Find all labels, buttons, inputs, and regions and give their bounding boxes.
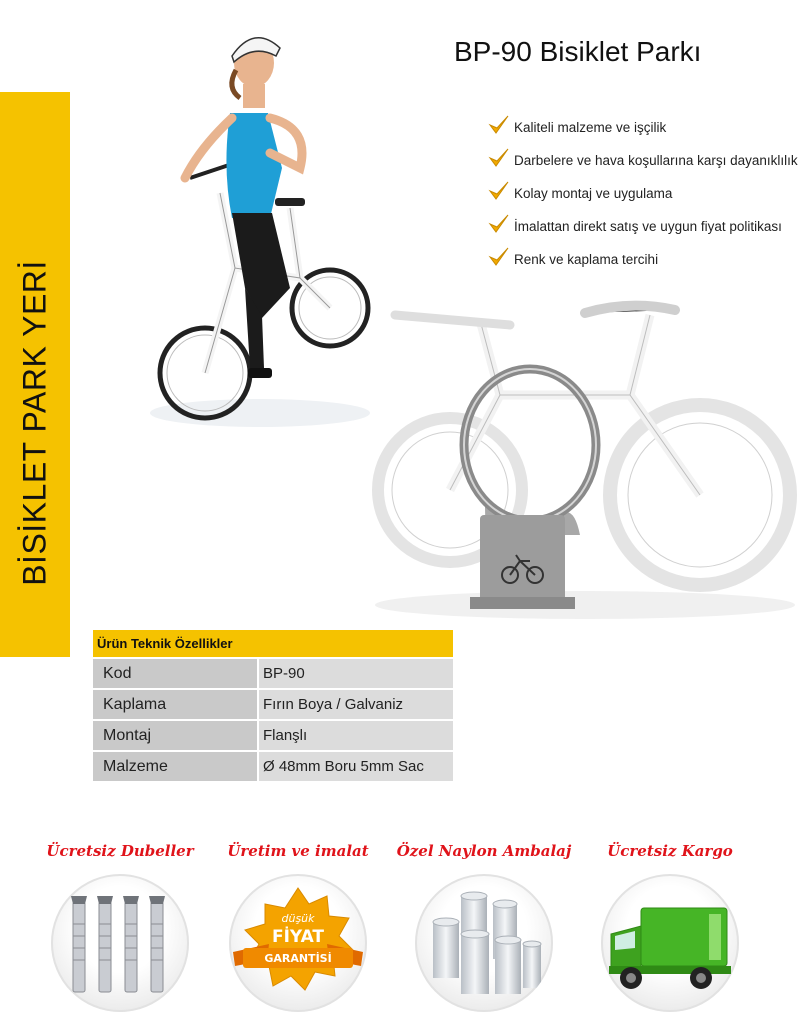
checkmark-icon xyxy=(488,147,510,169)
feature-text: Kaliteli malzeme ve işçilik xyxy=(514,120,667,135)
technical-spec-table xyxy=(93,630,453,781)
bike-rack-product-image xyxy=(370,285,800,625)
checkmark-icon xyxy=(488,246,510,268)
table-row xyxy=(93,752,453,781)
spec-value: BP-90 xyxy=(259,659,453,688)
checkmark-icon xyxy=(488,180,510,202)
nylon-rolls-icon xyxy=(415,874,553,1012)
badge-free-shipping xyxy=(580,842,760,1012)
spec-value: Fırın Boya / Galvaniz xyxy=(259,690,453,719)
badge-label: Ücretsiz Kargo xyxy=(607,842,733,860)
feature-text: Kolay montaj ve uygulama xyxy=(514,186,673,201)
spec-value: Ø 48mm Boru 5mm Sac xyxy=(259,752,453,781)
badge-special-nylon-packaging xyxy=(394,842,574,1012)
table-row xyxy=(93,690,453,719)
delivery-truck-icon xyxy=(601,874,739,1012)
stamp-middle: FİYAT xyxy=(271,927,325,947)
spec-key: Kod xyxy=(93,659,257,688)
feature-text: Darbelere ve hava koşullarına karşı dayanıklılık xyxy=(514,153,798,168)
table-row xyxy=(93,721,453,750)
stamp-bottom: GARANTİSİ xyxy=(264,952,332,965)
page-title: BP-90 Bisiklet Parkı xyxy=(454,36,702,67)
table-row xyxy=(93,659,453,688)
side-title: BİSİKLET PARK YERİ xyxy=(16,260,53,586)
side-band xyxy=(0,92,70,657)
stamp-top: düşük xyxy=(281,912,315,925)
wall-plugs-icon xyxy=(51,874,189,1012)
badge-label: Üretim ve imalat xyxy=(227,842,369,860)
spec-key: Kaplama xyxy=(93,690,257,719)
badge-free-wall-plugs xyxy=(30,842,210,1012)
checkmark-icon xyxy=(488,213,510,235)
badge-label: Ücretsiz Dubeller xyxy=(46,842,194,860)
spec-value: Flanşlı xyxy=(259,721,453,750)
spec-key: Montaj xyxy=(93,721,257,750)
price-guarantee-icon xyxy=(229,874,367,1012)
feature-text: Renk ve kaplama tercihi xyxy=(514,252,659,267)
woman-on-bicycle-image xyxy=(150,18,390,438)
feature-text: İmalattan direkt satış ve uygun fiyat politikası xyxy=(514,219,782,234)
spec-key: Malzeme xyxy=(93,752,257,781)
spec-heading: Ürün Teknik Özellikler xyxy=(93,630,453,657)
badge-production xyxy=(208,842,388,1012)
badge-label: Özel Naylon Ambalaj xyxy=(396,842,572,860)
checkmark-icon xyxy=(488,114,510,136)
